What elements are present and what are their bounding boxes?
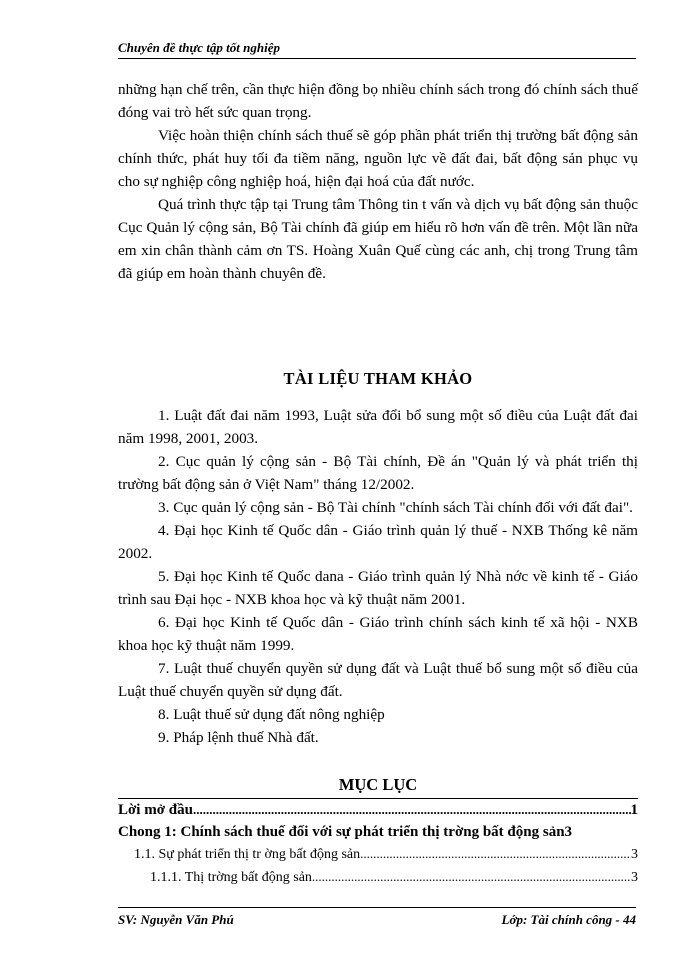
toc-leader-dots — [193, 799, 631, 821]
reference-item: 6. Đại học Kinh tế Quốc dân - Giáo trình chính sách kinh tế xã hội - NXB khoa học kỹ thuật năm 1999. — [118, 614, 638, 654]
references-list — [118, 404, 638, 749]
reference-item: 9. Pháp lệnh thuế Nhà đất. — [158, 729, 319, 746]
toc-entry[interactable] — [118, 866, 638, 889]
footer-class: Lớp: Tài chính công - 44 — [501, 912, 636, 927]
page-content — [118, 78, 638, 889]
footer-author: SV: Nguyễn Văn Phú — [118, 912, 234, 927]
reference-item: 1. Luật đất đai năm 1993, Luật sửa đổi bổ sung một số điều của Luật đất đai năm 1998, 2001, 2003. — [118, 407, 638, 447]
header-title: Chuyên đề thực tập tốt nghiệp — [118, 40, 280, 55]
reference-item: 7. Luật thuế chuyển quyền sử dụng đất và Luật thuế bổ sung một số điều của Luật thuế chuyển quyền sử dụng đất. — [118, 660, 638, 700]
toc-leader-dots — [312, 866, 631, 888]
reference-item: 3. Cục quản lý cộng sản - Bộ Tài chính "chính sách Tài chính đối với đất đai". — [158, 499, 633, 516]
table-of-contents — [118, 798, 638, 889]
toc-entry-page: 1 — [630, 802, 638, 818]
reference-item: 4. Đại học Kinh tế Quốc dân - Giáo trình quản lý thuế - NXB Thống kê năm 2002. — [118, 522, 638, 562]
toc-entry[interactable] — [118, 843, 638, 866]
reference-item: 8. Luật thuế sử dụng đất nông nghiệp — [158, 706, 385, 723]
toc-entry-label: Lời mở đầu — [118, 802, 193, 818]
body-paragraph: Việc hoàn thiện chính sách thuế sẽ góp phần phát triển thị trường bất động sản chính thức, phát huy tối đa tiềm năng, nguồn lực về đất đai, bất động sản phục vụ cho sự nghiệp công nghiệp hoá, hiện đại hoá của đất nước. — [118, 127, 638, 190]
toc-entry[interactable] — [118, 821, 638, 843]
toc-title: MỤC LỤC — [338, 775, 418, 794]
references-title: TÀI LIỆU THAM KHẢO — [283, 369, 473, 388]
reference-item: 2. Cục quản lý cộng sản - Bộ Tài chính, Đề án "Quản lý và phát triển thị trường bất động sản ở Việt Nam" tháng 12/2002. — [118, 453, 638, 493]
toc-entry-label: Chong 1: Chính sách thuế đối với sự phát triển thị trờng bất động sản — [118, 824, 565, 840]
body-paragraph: Quá trình thực tập tại Trung tâm Thông tin t vấn và dịch vụ bất động sản thuộc Cục Quản lý cộng sản, Bộ Tài chính đã giúp em hiểu rõ hơn vấn đề trên. Một lần nữa em xin chân thành cảm ơn TS. Hoàng Xuân Quế cùng các anh, chị trong Trung tâm đã giúp em hoàn thành chuyên đề. — [118, 196, 638, 282]
toc-entry-page: 3 — [631, 847, 638, 862]
body-paragraph: những hạn chế trên, cần thực hiện đồng bọ nhiều chính sách trong đó chính sách thuế đóng vai trò hết sức quan trọng. — [118, 81, 638, 121]
toc-entry-page: 3 — [631, 870, 638, 885]
toc-leader-dots — [360, 843, 631, 865]
toc-entry-label: 1.1. Sự phát triển thị tr ờng bất động sản — [134, 847, 361, 862]
toc-entry[interactable] — [118, 799, 638, 821]
toc-entry-page: 3 — [564, 824, 573, 840]
toc-entry-label: 1.1.1. Thị trờng bất động sản — [150, 870, 312, 885]
reference-item: 5. Đại học Kinh tế Quốc dana - Giáo trình quản lý Nhà nớc về kinh tế - Giáo trình sau Đại học - NXB khoa học và kỹ thuật năm 2001. — [118, 568, 638, 608]
page-footer — [118, 907, 636, 928]
page-header — [118, 38, 636, 59]
